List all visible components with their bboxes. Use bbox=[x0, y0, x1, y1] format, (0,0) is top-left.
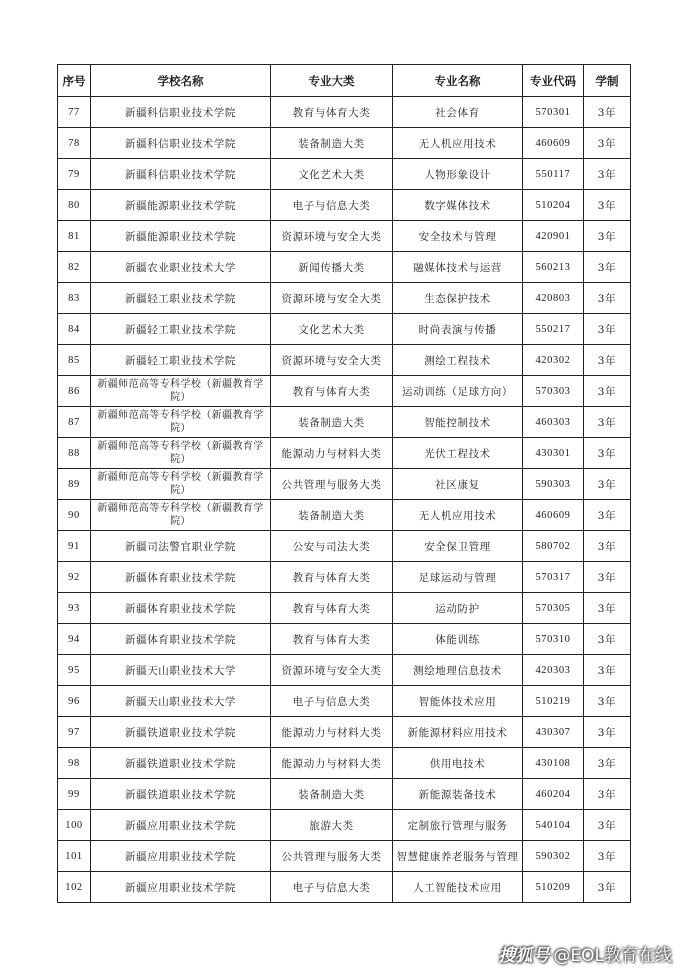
cell-code: 570317 bbox=[523, 562, 584, 593]
cell-school: 新疆体育职业技术学院 bbox=[91, 624, 271, 655]
cell-category: 文化艺术大类 bbox=[271, 314, 393, 345]
cell-code: 550117 bbox=[523, 159, 584, 190]
cell-major: 定制旅行管理与服务 bbox=[393, 810, 523, 841]
cell-category: 文化艺术大类 bbox=[271, 159, 393, 190]
cell-major: 生态保护技术 bbox=[393, 283, 523, 314]
cell-seq: 93 bbox=[58, 593, 91, 624]
cell-code: 460609 bbox=[523, 128, 584, 159]
cell-seq: 77 bbox=[58, 97, 91, 128]
cell-code: 570310 bbox=[523, 624, 584, 655]
cell-category: 教育与体育大类 bbox=[271, 624, 393, 655]
cell-seq: 78 bbox=[58, 128, 91, 159]
cell-duration: 3年 bbox=[584, 872, 631, 903]
cell-code: 590303 bbox=[523, 469, 584, 500]
cell-duration: 3年 bbox=[584, 810, 631, 841]
cell-code: 430108 bbox=[523, 748, 584, 779]
cell-seq: 90 bbox=[58, 500, 91, 531]
table-row bbox=[58, 655, 631, 686]
cell-duration: 3年 bbox=[584, 841, 631, 872]
cell-major: 数字媒体技术 bbox=[393, 190, 523, 221]
cell-code: 430301 bbox=[523, 438, 584, 469]
cell-major: 智慧健康养老服务与管理 bbox=[393, 841, 523, 872]
cell-category: 装备制造大类 bbox=[271, 500, 393, 531]
cell-seq: 82 bbox=[58, 252, 91, 283]
cell-seq: 94 bbox=[58, 624, 91, 655]
cell-seq: 86 bbox=[58, 376, 91, 407]
cell-seq: 102 bbox=[58, 872, 91, 903]
cell-school: 新疆轻工职业技术学院 bbox=[91, 345, 271, 376]
table-row bbox=[58, 159, 631, 190]
cell-major: 安全保卫管理 bbox=[393, 531, 523, 562]
cell-duration: 3年 bbox=[584, 190, 631, 221]
table-row bbox=[58, 252, 631, 283]
table-row bbox=[58, 810, 631, 841]
cell-category: 旅游大类 bbox=[271, 810, 393, 841]
cell-major: 测绘地理信息技术 bbox=[393, 655, 523, 686]
cell-duration: 3年 bbox=[584, 221, 631, 252]
cell-major: 无人机应用技术 bbox=[393, 500, 523, 531]
table-row bbox=[58, 407, 631, 438]
cell-duration: 3年 bbox=[584, 779, 631, 810]
cell-school: 新疆科信职业技术学院 bbox=[91, 159, 271, 190]
cell-category: 公共管理与服务大类 bbox=[271, 469, 393, 500]
cell-category: 装备制造大类 bbox=[271, 779, 393, 810]
cell-code: 510204 bbox=[523, 190, 584, 221]
cell-school: 新疆应用职业技术学院 bbox=[91, 872, 271, 903]
table-row bbox=[58, 128, 631, 159]
table-row bbox=[58, 624, 631, 655]
cell-category: 电子与信息大类 bbox=[271, 686, 393, 717]
cell-code: 570305 bbox=[523, 593, 584, 624]
cell-category: 公共管理与服务大类 bbox=[271, 841, 393, 872]
cell-code: 560213 bbox=[523, 252, 584, 283]
cell-duration: 3年 bbox=[584, 469, 631, 500]
cell-duration: 3年 bbox=[584, 593, 631, 624]
cell-seq: 84 bbox=[58, 314, 91, 345]
table-row bbox=[58, 841, 631, 872]
cell-school: 新疆师范高等专科学校（新疆教育学院） bbox=[91, 438, 271, 469]
cell-seq: 92 bbox=[58, 562, 91, 593]
cell-category: 资源环境与安全大类 bbox=[271, 655, 393, 686]
cell-duration: 3年 bbox=[584, 686, 631, 717]
cell-duration: 3年 bbox=[584, 655, 631, 686]
cell-seq: 80 bbox=[58, 190, 91, 221]
cell-school: 新疆天山职业技术大学 bbox=[91, 686, 271, 717]
cell-duration: 3年 bbox=[584, 717, 631, 748]
col-header-duration: 学制 bbox=[584, 65, 631, 97]
cell-duration: 3年 bbox=[584, 97, 631, 128]
table-row bbox=[58, 376, 631, 407]
table-row bbox=[58, 97, 631, 128]
cell-major: 新能源材料应用技术 bbox=[393, 717, 523, 748]
cell-category: 能源动力与材料大类 bbox=[271, 438, 393, 469]
table-row bbox=[58, 283, 631, 314]
cell-code: 540104 bbox=[523, 810, 584, 841]
cell-seq: 91 bbox=[58, 531, 91, 562]
majors-table bbox=[57, 64, 631, 903]
cell-code: 510219 bbox=[523, 686, 584, 717]
table-row bbox=[58, 221, 631, 252]
cell-code: 420901 bbox=[523, 221, 584, 252]
cell-duration: 3年 bbox=[584, 252, 631, 283]
watermark-source: 搜狐号 bbox=[498, 946, 550, 966]
cell-category: 装备制造大类 bbox=[271, 128, 393, 159]
cell-duration: 3年 bbox=[584, 159, 631, 190]
cell-major: 体能训练 bbox=[393, 624, 523, 655]
table-row bbox=[58, 190, 631, 221]
cell-category: 公安与司法大类 bbox=[271, 531, 393, 562]
cell-code: 420803 bbox=[523, 283, 584, 314]
cell-school: 新疆铁道职业技术学院 bbox=[91, 748, 271, 779]
cell-category: 教育与体育大类 bbox=[271, 562, 393, 593]
cell-seq: 101 bbox=[58, 841, 91, 872]
cell-duration: 3年 bbox=[584, 562, 631, 593]
cell-school: 新疆师范高等专科学校（新疆教育学院） bbox=[91, 407, 271, 438]
table-row bbox=[58, 748, 631, 779]
cell-seq: 81 bbox=[58, 221, 91, 252]
cell-major: 无人机应用技术 bbox=[393, 128, 523, 159]
table-row bbox=[58, 469, 631, 500]
cell-category: 教育与体育大类 bbox=[271, 593, 393, 624]
table-header bbox=[58, 65, 631, 97]
cell-school: 新疆师范高等专科学校（新疆教育学院） bbox=[91, 469, 271, 500]
table-row bbox=[58, 314, 631, 345]
cell-school: 新疆铁道职业技术学院 bbox=[91, 779, 271, 810]
header-row bbox=[58, 65, 631, 97]
cell-major: 新能源装备技术 bbox=[393, 779, 523, 810]
cell-seq: 96 bbox=[58, 686, 91, 717]
table-row bbox=[58, 686, 631, 717]
cell-duration: 3年 bbox=[584, 500, 631, 531]
table-row bbox=[58, 872, 631, 903]
table-row bbox=[58, 531, 631, 562]
cell-code: 550217 bbox=[523, 314, 584, 345]
col-header-code: 专业代码 bbox=[523, 65, 584, 97]
col-header-major: 专业名称 bbox=[393, 65, 523, 97]
cell-school: 新疆体育职业技术学院 bbox=[91, 562, 271, 593]
cell-category: 能源动力与材料大类 bbox=[271, 717, 393, 748]
cell-seq: 99 bbox=[58, 779, 91, 810]
cell-duration: 3年 bbox=[584, 438, 631, 469]
watermark-account: @EOL教育在线 bbox=[553, 946, 672, 966]
cell-major: 运动训练（足球方向） bbox=[393, 376, 523, 407]
cell-code: 460204 bbox=[523, 779, 584, 810]
cell-school: 新疆科信职业技术学院 bbox=[91, 97, 271, 128]
cell-school: 新疆体育职业技术学院 bbox=[91, 593, 271, 624]
table-row bbox=[58, 500, 631, 531]
cell-school: 新疆轻工职业技术学院 bbox=[91, 314, 271, 345]
cell-seq: 83 bbox=[58, 283, 91, 314]
cell-code: 420302 bbox=[523, 345, 584, 376]
cell-major: 融媒体技术与运营 bbox=[393, 252, 523, 283]
cell-code: 510209 bbox=[523, 872, 584, 903]
cell-major: 安全技术与管理 bbox=[393, 221, 523, 252]
cell-duration: 3年 bbox=[584, 376, 631, 407]
cell-category: 电子与信息大类 bbox=[271, 190, 393, 221]
cell-seq: 97 bbox=[58, 717, 91, 748]
cell-school: 新疆师范高等专科学校（新疆教育学院） bbox=[91, 500, 271, 531]
cell-seq: 87 bbox=[58, 407, 91, 438]
cell-major: 智能体技术应用 bbox=[393, 686, 523, 717]
cell-seq: 79 bbox=[58, 159, 91, 190]
cell-category: 资源环境与安全大类 bbox=[271, 345, 393, 376]
cell-school: 新疆能源职业技术学院 bbox=[91, 221, 271, 252]
cell-category: 新闻传播大类 bbox=[271, 252, 393, 283]
cell-major: 时尚表演与传播 bbox=[393, 314, 523, 345]
cell-duration: 3年 bbox=[584, 407, 631, 438]
cell-major: 足球运动与管理 bbox=[393, 562, 523, 593]
table-body bbox=[58, 97, 631, 903]
cell-duration: 3年 bbox=[584, 624, 631, 655]
cell-category: 教育与体育大类 bbox=[271, 376, 393, 407]
cell-major: 智能控制技术 bbox=[393, 407, 523, 438]
cell-category: 装备制造大类 bbox=[271, 407, 393, 438]
cell-major: 运动防护 bbox=[393, 593, 523, 624]
cell-code: 460609 bbox=[523, 500, 584, 531]
table-row bbox=[58, 562, 631, 593]
cell-duration: 3年 bbox=[584, 314, 631, 345]
cell-school: 新疆应用职业技术学院 bbox=[91, 810, 271, 841]
table-row bbox=[58, 593, 631, 624]
cell-school: 新疆天山职业技术大学 bbox=[91, 655, 271, 686]
cell-seq: 95 bbox=[58, 655, 91, 686]
cell-major: 人工智能技术应用 bbox=[393, 872, 523, 903]
col-header-category: 专业大类 bbox=[271, 65, 393, 97]
cell-seq: 85 bbox=[58, 345, 91, 376]
cell-major: 人物形象设计 bbox=[393, 159, 523, 190]
cell-duration: 3年 bbox=[584, 345, 631, 376]
cell-school: 新疆司法警官职业学院 bbox=[91, 531, 271, 562]
cell-duration: 3年 bbox=[584, 283, 631, 314]
cell-school: 新疆科信职业技术学院 bbox=[91, 128, 271, 159]
cell-major: 光伏工程技术 bbox=[393, 438, 523, 469]
cell-seq: 100 bbox=[58, 810, 91, 841]
cell-school: 新疆能源职业技术学院 bbox=[91, 190, 271, 221]
col-header-seq: 序号 bbox=[58, 65, 91, 97]
table-row bbox=[58, 438, 631, 469]
cell-school: 新疆师范高等专科学校（新疆教育学院） bbox=[91, 376, 271, 407]
cell-code: 430307 bbox=[523, 717, 584, 748]
cell-major: 社区康复 bbox=[393, 469, 523, 500]
col-header-school: 学校名称 bbox=[91, 65, 271, 97]
cell-school: 新疆轻工职业技术学院 bbox=[91, 283, 271, 314]
cell-duration: 3年 bbox=[584, 128, 631, 159]
cell-code: 570303 bbox=[523, 376, 584, 407]
cell-code: 590302 bbox=[523, 841, 584, 872]
cell-code: 580702 bbox=[523, 531, 584, 562]
cell-seq: 88 bbox=[58, 438, 91, 469]
table-row bbox=[58, 345, 631, 376]
cell-school: 新疆铁道职业技术学院 bbox=[91, 717, 271, 748]
cell-duration: 3年 bbox=[584, 748, 631, 779]
cell-school: 新疆应用职业技术学院 bbox=[91, 841, 271, 872]
cell-category: 电子与信息大类 bbox=[271, 872, 393, 903]
cell-seq: 98 bbox=[58, 748, 91, 779]
cell-major: 测绘工程技术 bbox=[393, 345, 523, 376]
cell-duration: 3年 bbox=[584, 531, 631, 562]
cell-seq: 89 bbox=[58, 469, 91, 500]
table-row bbox=[58, 717, 631, 748]
cell-school: 新疆农业职业技术大学 bbox=[91, 252, 271, 283]
cell-category: 能源动力与材料大类 bbox=[271, 748, 393, 779]
cell-code: 420303 bbox=[523, 655, 584, 686]
table-row bbox=[58, 779, 631, 810]
cell-major: 供用电技术 bbox=[393, 748, 523, 779]
cell-code: 460303 bbox=[523, 407, 584, 438]
cell-category: 资源环境与安全大类 bbox=[271, 283, 393, 314]
cell-code: 570301 bbox=[523, 97, 584, 128]
cell-major: 社会体育 bbox=[393, 97, 523, 128]
cell-category: 教育与体育大类 bbox=[271, 97, 393, 128]
watermark bbox=[498, 941, 672, 966]
cell-category: 资源环境与安全大类 bbox=[271, 221, 393, 252]
